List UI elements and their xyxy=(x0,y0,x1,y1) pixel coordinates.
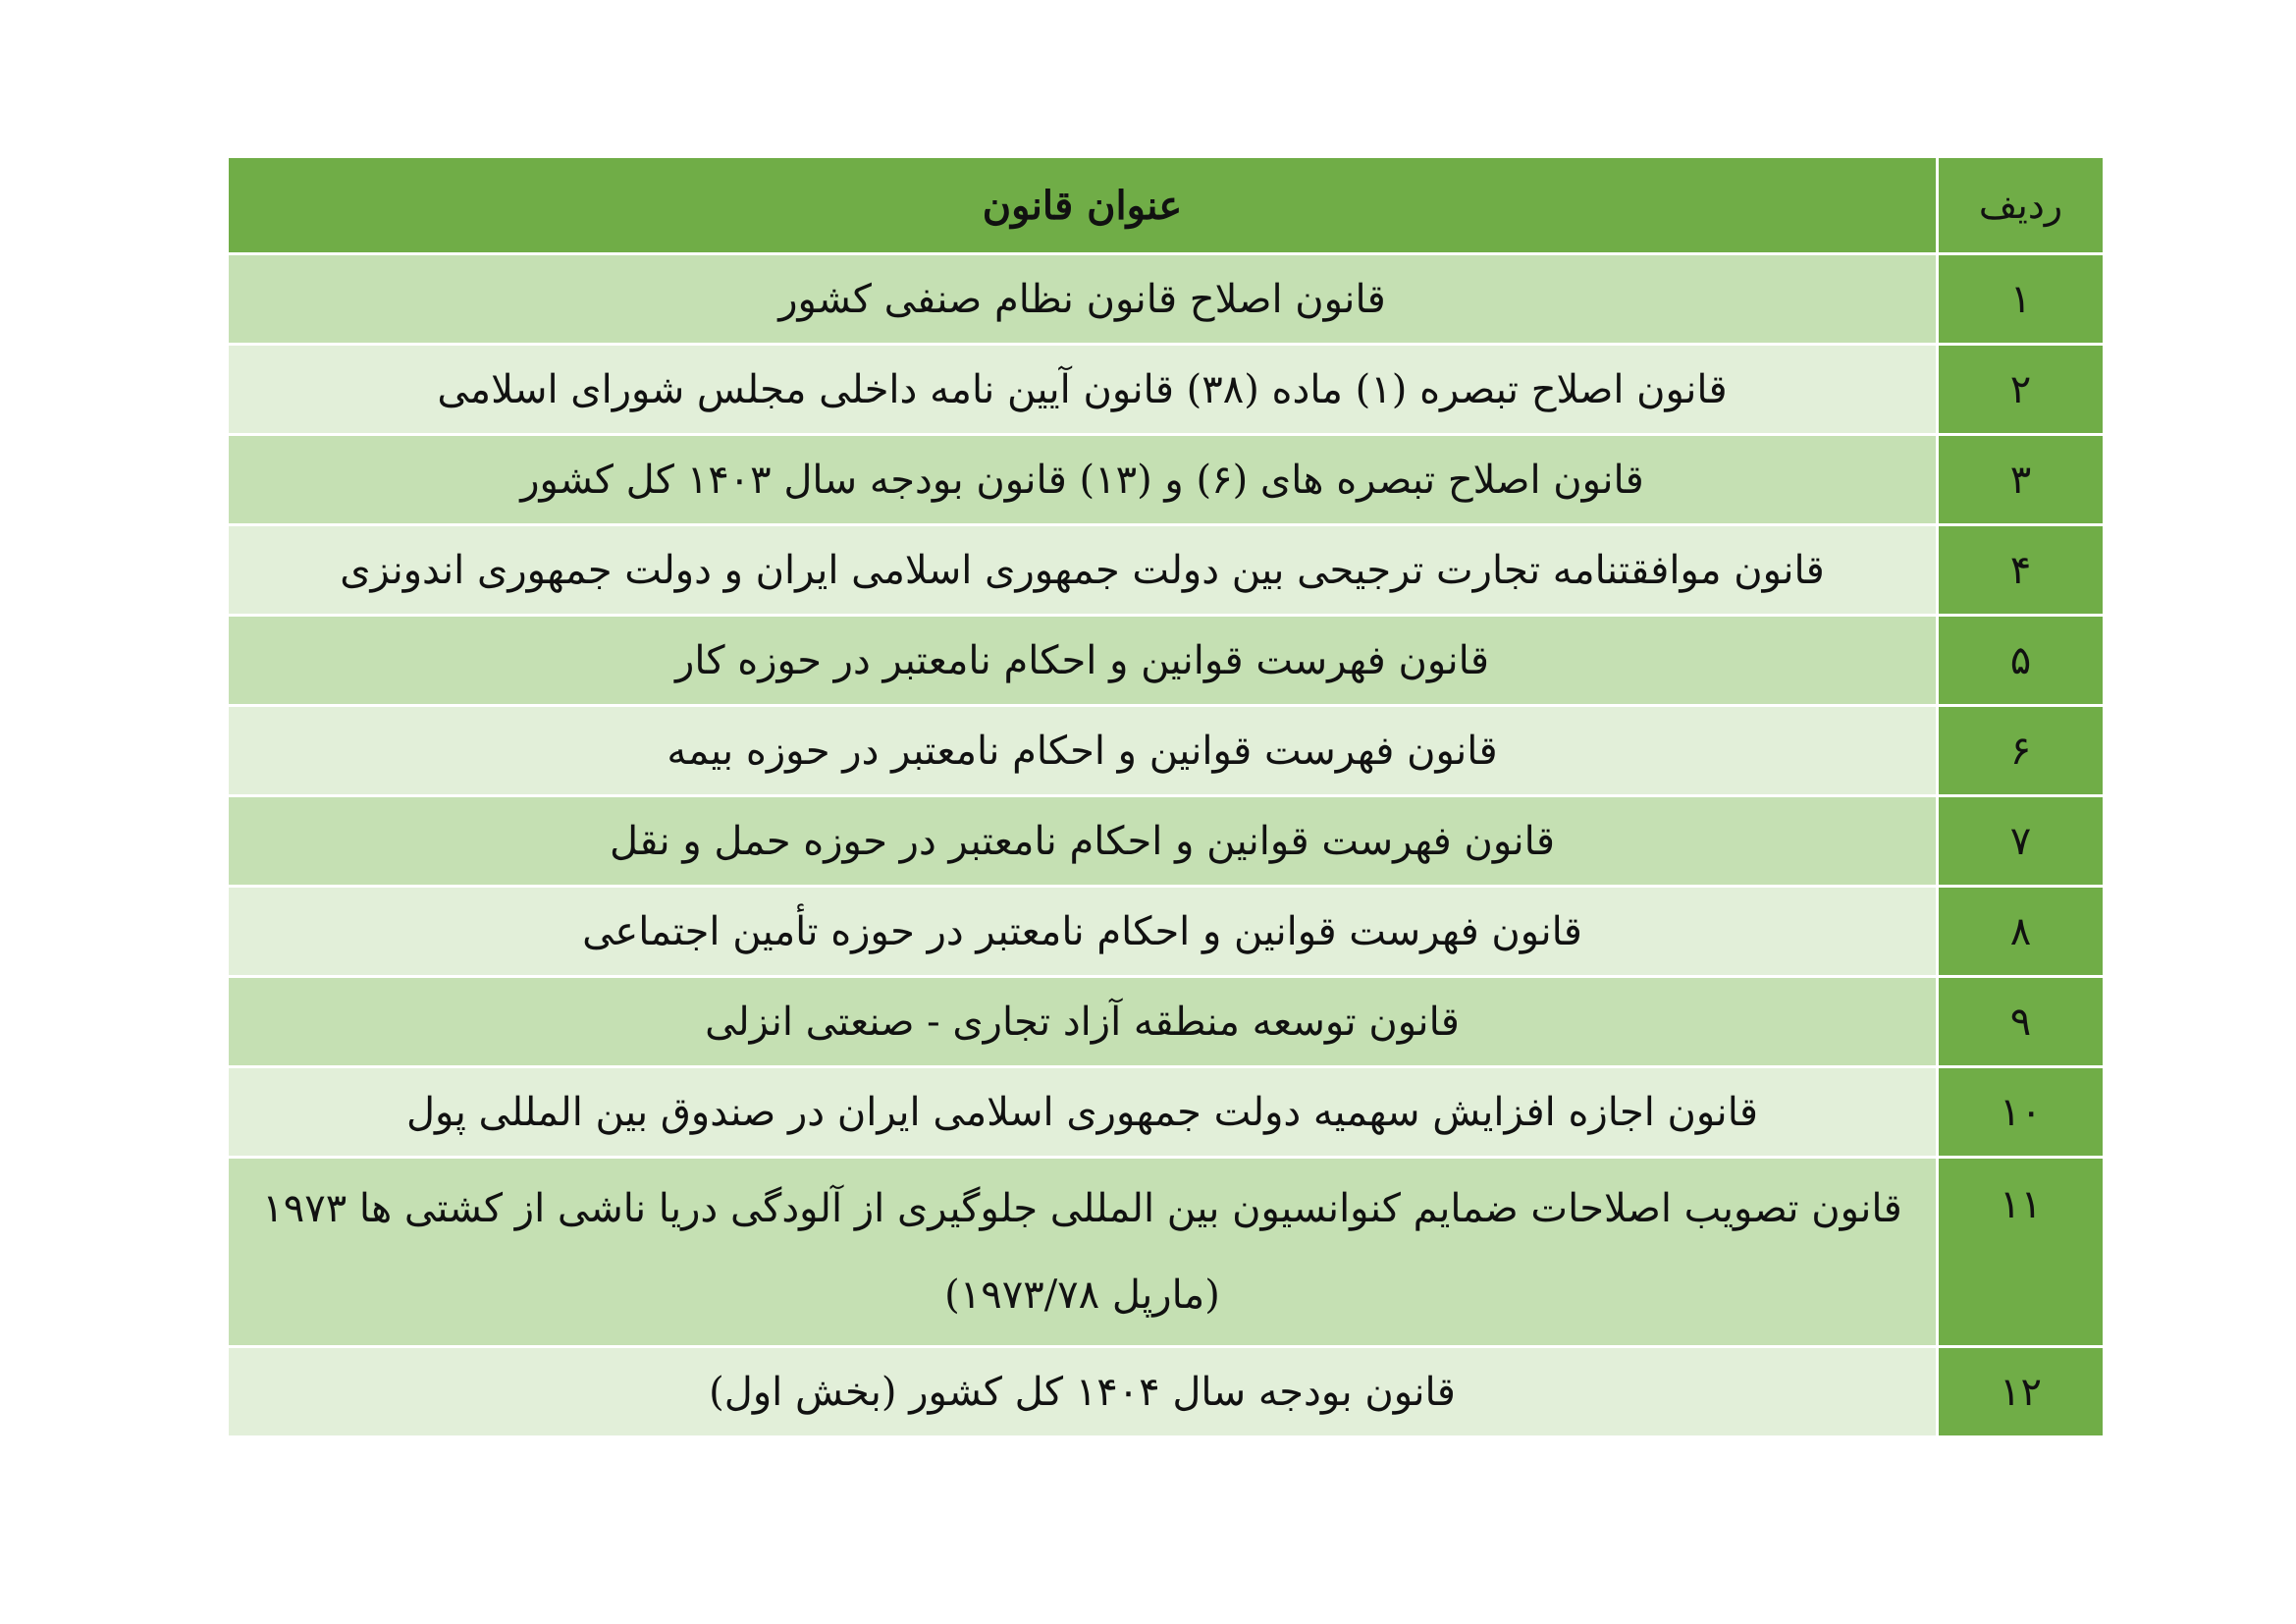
header-number: ردیف xyxy=(1938,157,2105,254)
row-title: قانون توسعه منطقه آزاد تجاری - صنعتی انزلی xyxy=(228,977,1938,1067)
table-header-row xyxy=(228,157,2105,254)
table-row xyxy=(228,616,2105,706)
row-title: قانون فهرست قوانین و احکام نامعتبر در حوزه تأمین اجتماعی xyxy=(228,887,1938,977)
row-number: ۵ xyxy=(1938,616,2105,706)
row-title: قانون فهرست قوانین و احکام نامعتبر در حوزه بیمه xyxy=(228,706,1938,796)
row-title: قانون فهرست قوانین و احکام نامعتبر در حوزه کار xyxy=(228,616,1938,706)
row-number: ۷ xyxy=(1938,796,2105,887)
laws-table xyxy=(226,155,2106,1438)
table-row xyxy=(228,1158,2105,1347)
table-row xyxy=(228,525,2105,616)
row-title: قانون بودجه سال ۱۴۰۴ کل کشور (بخش اول) xyxy=(228,1347,1938,1437)
table-row xyxy=(228,706,2105,796)
table-row xyxy=(228,254,2105,345)
table-row xyxy=(228,435,2105,525)
row-number: ۲ xyxy=(1938,345,2105,435)
row-number: ۳ xyxy=(1938,435,2105,525)
row-number: ۱۰ xyxy=(1938,1067,2105,1158)
row-number: ۶ xyxy=(1938,706,2105,796)
row-title: قانون اجازه افزایش سهمیه دولت جمهوری اسلامی ایران در صندوق بین المللی پول xyxy=(228,1067,1938,1158)
row-title: قانون اصلاح تبصره (۱) ماده (۳۸) قانون آیین نامه داخلی مجلس شورای اسلامی xyxy=(228,345,1938,435)
header-title: عنوان قانون xyxy=(228,157,1938,254)
row-title: قانون فهرست قوانین و احکام نامعتبر در حوزه حمل و نقل xyxy=(228,796,1938,887)
row-title: قانون تصویب اصلاحات ضمایم کنوانسیون بین المللی جلوگیری از آلودگی دریا ناشی از کشتی ها ۱۹۷۳ (مارپل ۱۹۷۳/۷۸) xyxy=(228,1158,1938,1347)
row-number: ۸ xyxy=(1938,887,2105,977)
row-number: ۱ xyxy=(1938,254,2105,345)
table-row xyxy=(228,1347,2105,1437)
row-title: قانون اصلاح قانون نظام صنفی کشور xyxy=(228,254,1938,345)
row-number: ۱۲ xyxy=(1938,1347,2105,1437)
row-number: ۹ xyxy=(1938,977,2105,1067)
row-number: ۴ xyxy=(1938,525,2105,616)
table-row xyxy=(228,977,2105,1067)
table-row xyxy=(228,1067,2105,1158)
table-row xyxy=(228,796,2105,887)
table-row xyxy=(228,345,2105,435)
row-number: ۱۱ xyxy=(1938,1158,2105,1347)
row-title: قانون موافقتنامه تجارت ترجیحی بین دولت جمهوری اسلامی ایران و دولت جمهوری اندونزی xyxy=(228,525,1938,616)
row-title: قانون اصلاح تبصره های (۶) و (۱۳) قانون بودجه سال ۱۴۰۳ کل کشور xyxy=(228,435,1938,525)
table-row xyxy=(228,887,2105,977)
